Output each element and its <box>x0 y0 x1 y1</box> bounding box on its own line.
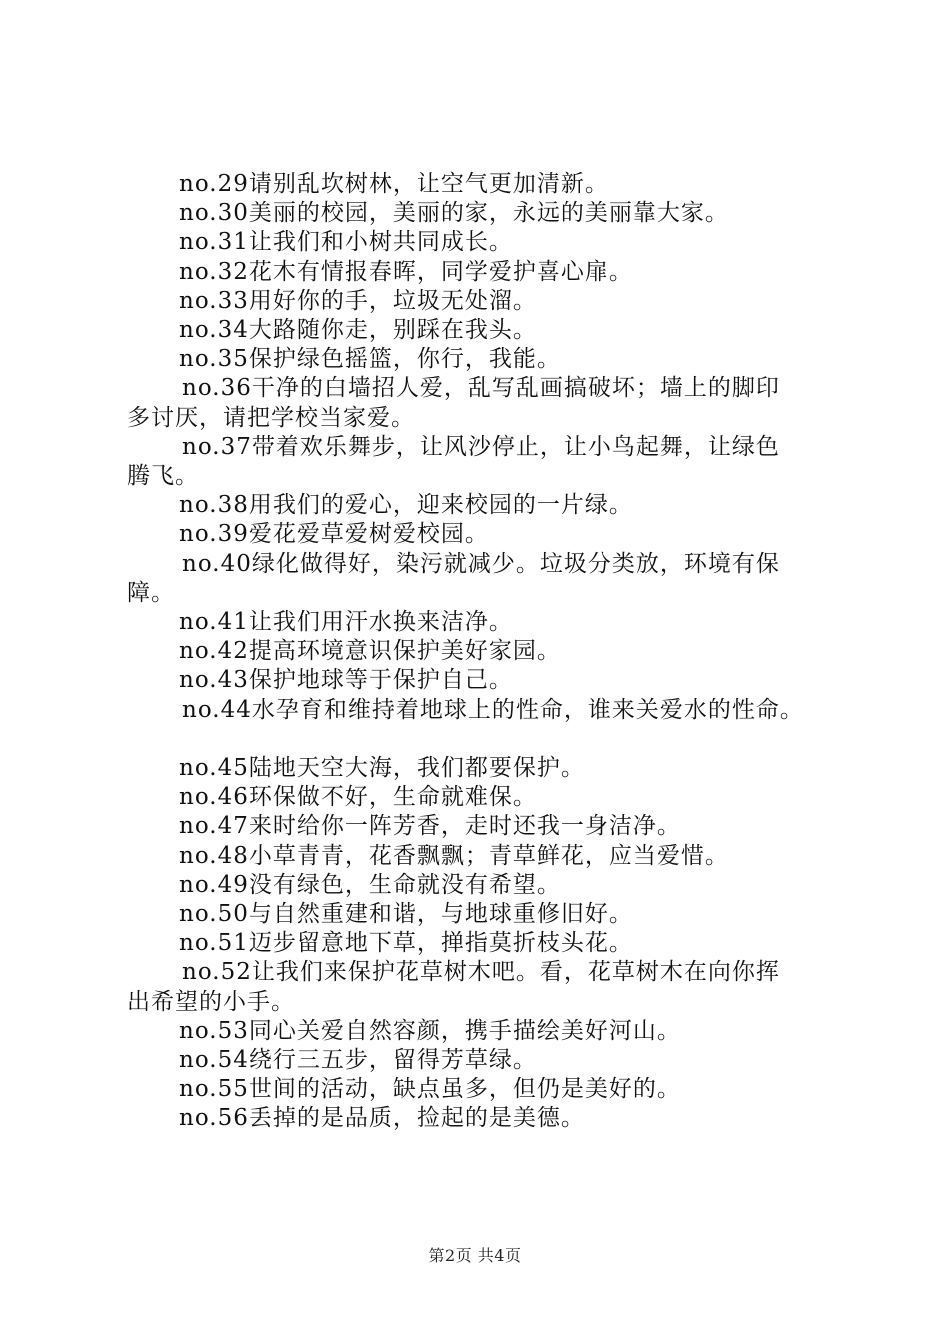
slogan-line: no.30美丽的校园，美丽的家，永远的美丽靠大家。 <box>179 200 729 227</box>
slogan-line: no.53同心关爱自然容颜，携手描绘美好河山。 <box>179 1017 681 1044</box>
slogan-line: no.51迈步留意地下草，掸指莫折枝头花。 <box>179 930 633 957</box>
slogan-line: no.40绿化做得好，染污就减少。垃圾分类放，环境有保 <box>182 550 780 577</box>
slogan-line: no.52让我们来保护花草树木吧。看，花草树木在向你挥 <box>182 959 780 986</box>
document-body <box>127 170 927 1134</box>
slogan-line-continuation: 出希望的小手。 <box>127 988 295 1015</box>
slogan-line: no.31让我们和小树共同成长。 <box>179 229 513 256</box>
slogan-line: no.42提高环境意识保护美好家园。 <box>179 638 561 665</box>
slogan-line: no.29请别乱坎树林，让空气更加清新。 <box>179 171 609 197</box>
slogan-line: no.54绕行三五步，留得芳草绿。 <box>179 1047 537 1074</box>
slogan-line-continuation: 多讨厌，请把学校当家爱。 <box>127 404 415 431</box>
slogan-line: no.36干净的白墙招人爱，乱写乱画搞破坏；墙上的脚印 <box>182 375 780 402</box>
slogan-line: no.34大路随你走，别踩在我头。 <box>179 317 537 344</box>
slogan-line: no.39爱花爱草爱树爱校园。 <box>179 521 489 548</box>
page-number-footer: 第2页 共4页 <box>428 1246 522 1265</box>
slogan-line: no.44水孕育和维持着地球上的性命，谁来关爱水的性命。 <box>182 696 804 723</box>
slogan-line: no.55世间的活动，缺点虽多，但仍是美好的。 <box>179 1076 681 1103</box>
slogan-line: no.43保护地球等于保护自己。 <box>179 667 513 694</box>
slogan-line: no.47来时给你一阵芳香，走时还我一身洁净。 <box>179 813 681 840</box>
slogan-line: no.37带着欢乐舞步，让风沙停止，让小鸟起舞，让绿色 <box>182 433 780 460</box>
slogan-line: no.38用我们的爱心，迎来校园的一片绿。 <box>179 492 633 519</box>
slogan-line: no.46环保做不好，生命就难保。 <box>179 784 537 811</box>
slogan-line: no.45陆地天空大海，我们都要保护。 <box>179 755 585 782</box>
slogan-line: no.35保护绿色摇篮，你行，我能。 <box>179 346 561 373</box>
slogan-line: no.32花木有情报春晖，同学爱护喜心扉。 <box>179 258 633 285</box>
blank-line <box>127 725 927 754</box>
slogan-line: no.48小草青青，花香飘飘；青草鲜花，应当爱惜。 <box>179 842 729 869</box>
slogan-line-continuation: 腾飞。 <box>127 463 199 490</box>
slogan-line-continuation: 障。 <box>127 579 175 606</box>
slogan-line: no.49没有绿色，生命就没有希望。 <box>179 871 561 898</box>
slogan-line: no.41让我们用汗水换来洁净。 <box>179 609 513 636</box>
slogan-line: no.56丢掉的是品质，捡起的是美德。 <box>179 1105 585 1132</box>
slogan-line: no.50与自然重建和谐，与地球重修旧好。 <box>179 901 633 928</box>
slogan-line: no.33用好你的手，垃圾无处溜。 <box>179 287 537 314</box>
